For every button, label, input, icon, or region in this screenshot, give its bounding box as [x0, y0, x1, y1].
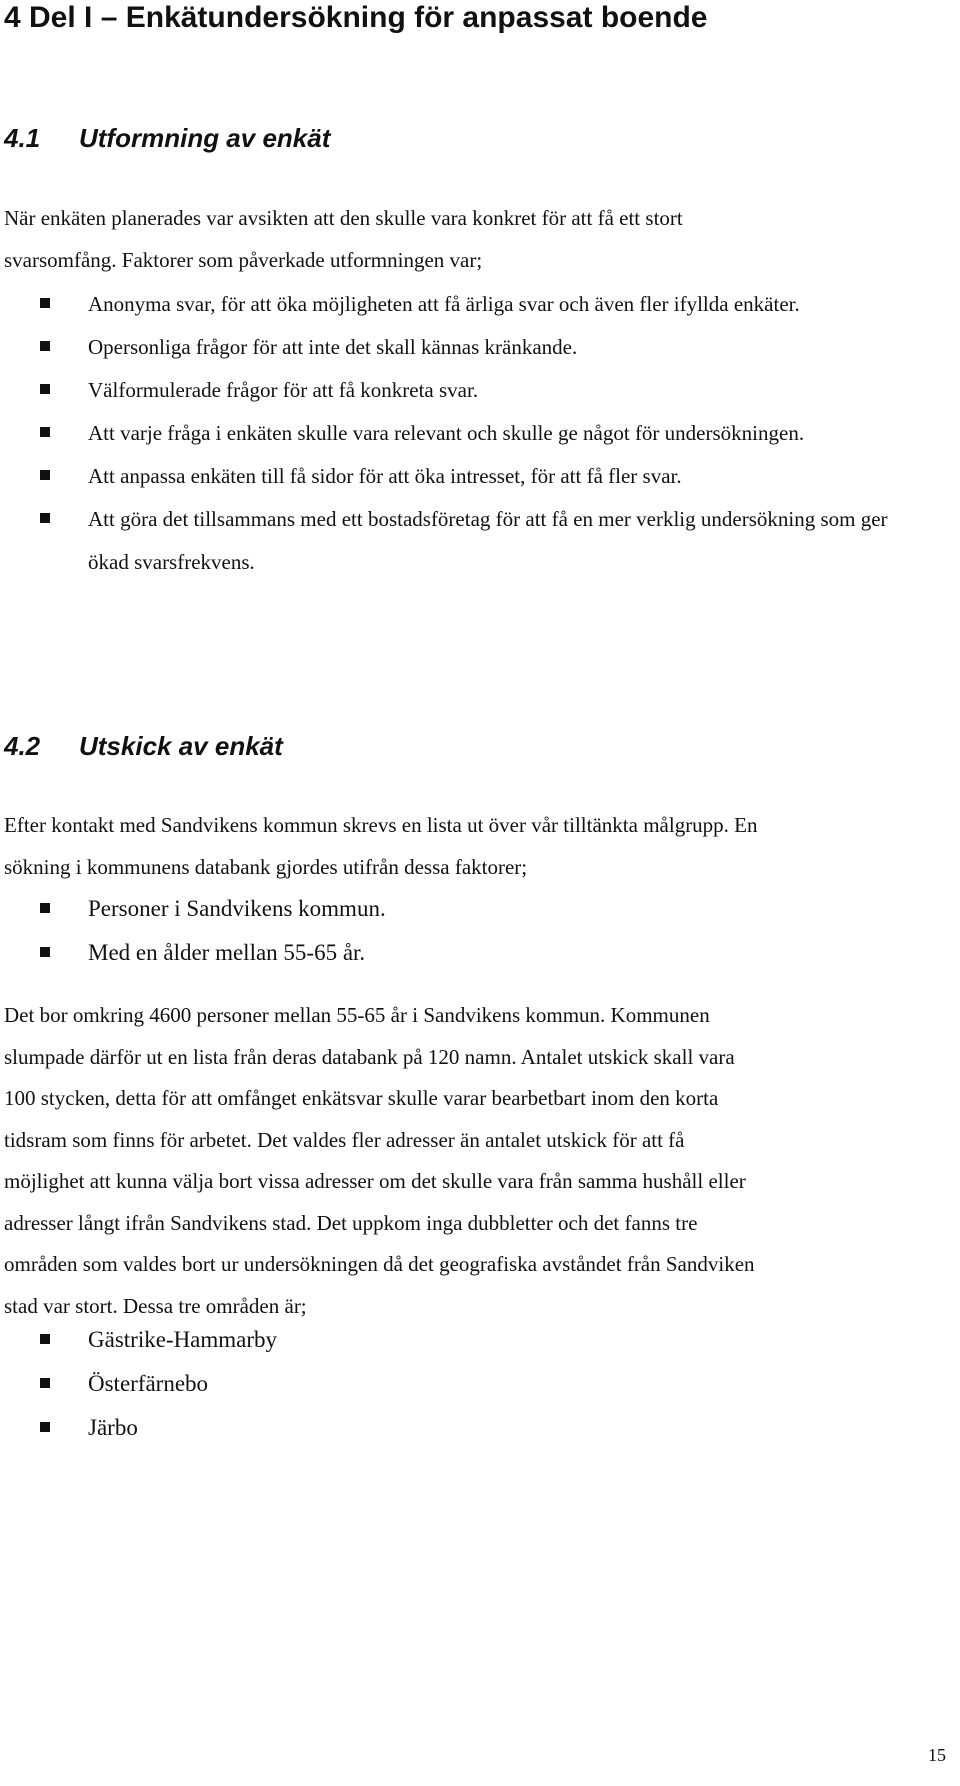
bullet-icon [40, 384, 50, 394]
page-number: 15 [928, 1745, 946, 1765]
section-title: Utskick av enkät [79, 731, 283, 761]
section-heading-4-1 [4, 122, 330, 154]
bullet-icon [40, 470, 50, 480]
text-line: tidsram som finns för arbetet. Det valdes fler adresser än antalet utskick för att få [4, 1127, 685, 1152]
text-line: svarsomfång. Faktorer som påverkade utformningen var; [4, 247, 483, 272]
list-item-text: Personer i Sandvikens kommun. [88, 896, 386, 921]
list-item-text: Välformulerade frågor för att få konkreta svar. [88, 378, 479, 402]
list-item-text: Att anpassa enkäten till få sidor för att öka intresset, för att få fler svar. [88, 464, 682, 488]
list-item [0, 498, 908, 584]
list-item-text: Gästrike-Hammarby [88, 1327, 278, 1352]
text-line: Det bor omkring 4600 personer mellan 55-65 år i Sandvikens kommun. Kommunen [4, 1003, 710, 1027]
list-item [0, 1362, 908, 1406]
bullet-icon [40, 1422, 50, 1432]
list-item [0, 326, 908, 369]
list-item [0, 283, 908, 326]
bullet-icon [40, 1334, 50, 1344]
list-item-text: Att göra det tillsammans med ett bostadsföretag för att få en mer verklig undersökning som ger ökad svarsfrekvens. [88, 507, 888, 574]
list-item-text: Att varje fråga i enkäten skulle vara relevant och skulle ge något för undersökningen. [88, 421, 805, 445]
chapter-heading: 4 Del I – Enkätundersökning för anpassat boende [4, 1, 708, 34]
text-line: adresser långt ifrån Sandvikens stad. Det uppkom inga dubbletter och det fanns tre [4, 1210, 698, 1235]
text-line: 100 stycken, detta för att omfånget enkätsvar skulle varar bearbetbart inom den korta [4, 1086, 719, 1110]
excluded-areas-list [0, 1318, 908, 1450]
list-item [0, 455, 908, 498]
text-line: sökning i kommunens databank gjordes utifrån dessa faktorer; [4, 854, 528, 879]
list-item-text: Österfärnebo [88, 1371, 209, 1396]
list-item [0, 931, 908, 975]
design-factors-list [0, 283, 908, 584]
section-4-1-intro [4, 198, 924, 281]
list-item-text: Anonyma svar, för att öka möjligheten att få ärliga svar och även fler ifyllda enkäter. [88, 292, 800, 316]
bullet-icon [40, 947, 50, 957]
section-title: Utformning av enkät [79, 123, 331, 153]
text-line: Efter kontakt med Sandvikens kommun skrevs en lista ut över vår tilltänkta målgrupp. En [4, 813, 758, 837]
list-item-text: Järbo [88, 1415, 138, 1440]
bullet-icon [40, 903, 50, 913]
section-number: 4.2 [4, 731, 41, 761]
bullet-icon [40, 513, 50, 523]
list-item-text: Opersonliga frågor för att inte det skall kännas kränkande. [88, 335, 578, 359]
section-heading-4-2 [4, 730, 283, 762]
section-number: 4.1 [4, 123, 41, 153]
bullet-icon [40, 298, 50, 308]
text-line: områden som valdes bort ur undersökningen då det geografiska avståndet från Sandviken [4, 1252, 755, 1276]
list-item [0, 412, 908, 455]
section-4-2-body [4, 995, 924, 1327]
section-4-2-intro [4, 805, 924, 888]
text-line: stad var stort. Dessa tre områden är; [4, 1293, 307, 1318]
bullet-icon [40, 1378, 50, 1388]
list-item [0, 1318, 908, 1362]
search-criteria-list [0, 887, 908, 975]
text-line: När enkäten planerades var avsikten att den skulle vara konkret för att få ett stort [4, 206, 683, 230]
list-item [0, 1406, 908, 1450]
list-item [0, 369, 908, 412]
bullet-icon [40, 427, 50, 437]
text-line: möjlighet att kunna välja bort vissa adresser om det skulle vara från samma hushåll eller [4, 1169, 746, 1193]
text-line: slumpade därför ut en lista från deras databank på 120 namn. Antalet utskick skall vara [4, 1044, 735, 1069]
bullet-icon [40, 341, 50, 351]
list-item [0, 887, 908, 931]
list-item-text: Med en ålder mellan 55-65 år. [88, 940, 366, 965]
